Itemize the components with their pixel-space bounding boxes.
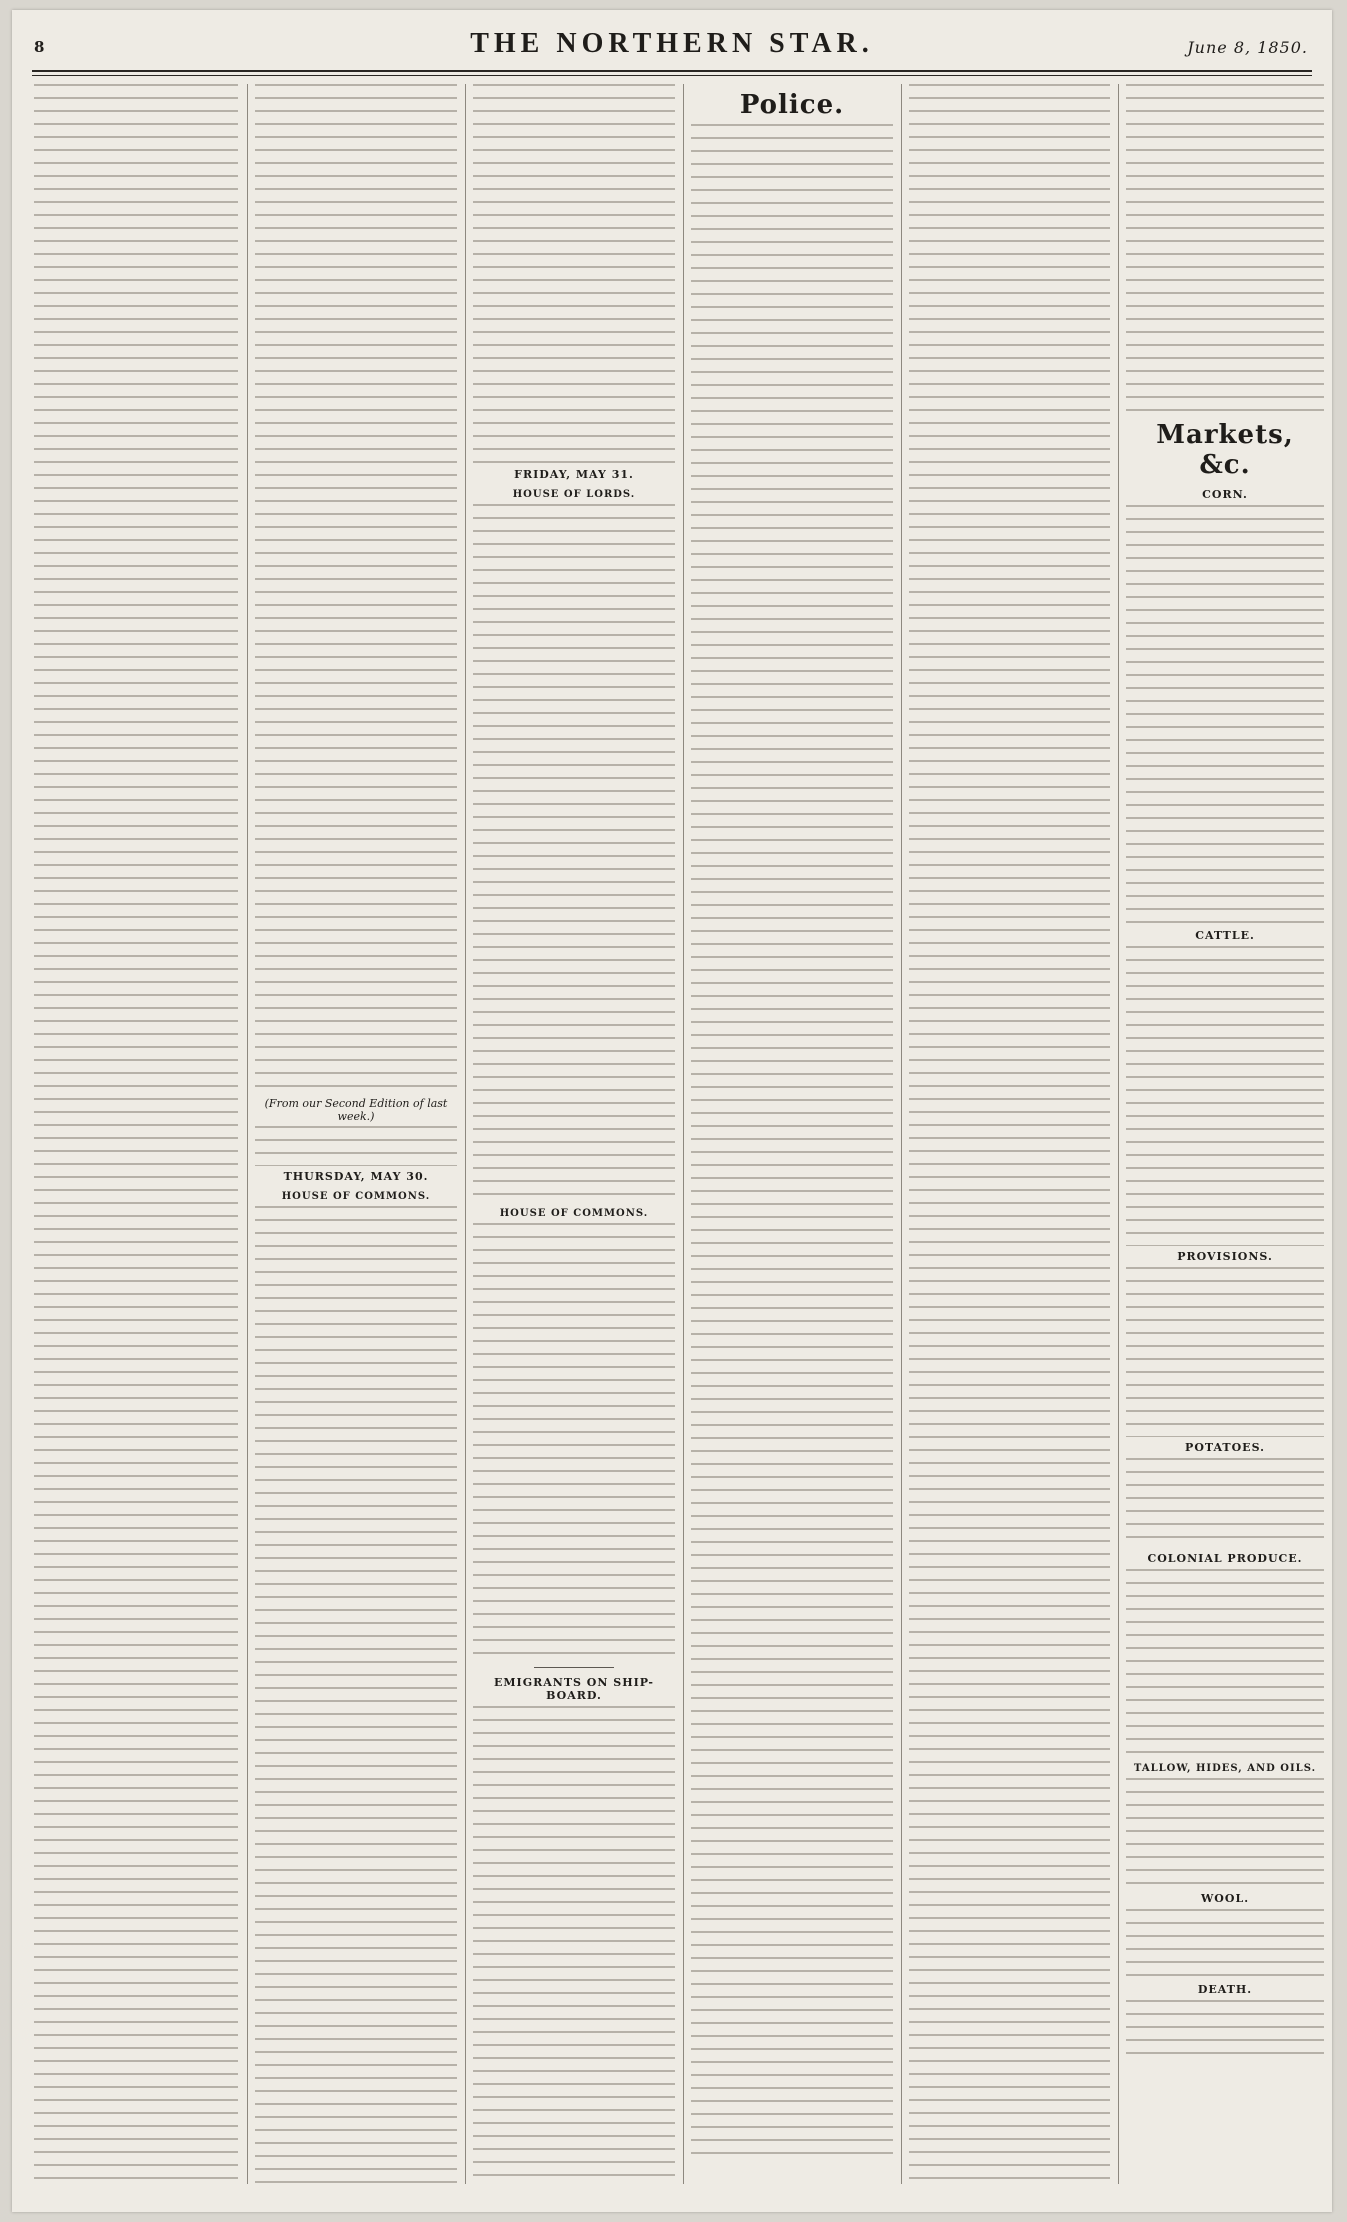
section-subhead: EMIGRANTS ON SHIP-BOARD. [473,1672,675,1706]
column-3 [473,84,675,2184]
body-text-lines [909,84,1110,2184]
masthead-rule [32,70,1312,72]
body-text-lines [34,84,238,2184]
section-heading-markets: Markets, &c. [1126,414,1324,484]
column-6 [1126,84,1324,2184]
column-divider [1118,84,1119,2184]
column-divider [247,84,248,2184]
market-subhead: PROVISIONS. [1126,1246,1324,1267]
market-subhead: CORN. [1126,484,1324,505]
newspaper-page [12,10,1332,2212]
issue-date: June 8, 1850. [1187,38,1308,57]
edition-note: (From our Second Edition of last week.) [255,1094,457,1126]
body-text-lines [473,504,675,1204]
market-subhead: CATTLE. [1126,925,1324,946]
section-subhead: FRIDAY, MAY 31. [473,464,675,485]
body-text-lines [255,1126,457,1166]
body-text-lines [255,1206,457,2184]
column-5 [909,84,1110,2184]
newspaper-title: THE NORTHERN STAR. [470,28,874,59]
body-text-lines [1126,505,1324,925]
column-2 [255,84,457,2184]
body-text-lines [1126,2000,1324,2060]
page-number: 8 [34,38,45,56]
market-subhead: WOOL. [1126,1888,1324,1909]
market-subhead: COLONIAL PRODUCE. [1126,1548,1324,1569]
market-subhead: DEATH. [1126,1979,1324,2000]
body-text-lines [255,84,457,1094]
column-divider [683,84,684,2184]
body-text-lines [1126,1569,1324,1759]
body-text-lines [1126,84,1324,414]
column-4 [691,84,893,2184]
section-subhead: HOUSE OF COMMONS. [255,1187,457,1206]
section-subhead: HOUSE OF COMMONS. [473,1204,675,1223]
market-subhead: POTATOES. [1126,1437,1324,1458]
section-subhead: THURSDAY, MAY 30. [255,1166,457,1187]
section-subhead: HOUSE OF LORDS. [473,485,675,504]
divider [534,1667,615,1668]
section-heading-police: Police. [691,84,893,124]
masthead-rule-thin [32,75,1312,76]
masthead [12,28,1332,66]
column-divider [465,84,466,2184]
body-text-lines [1126,946,1324,1246]
body-text-lines [1126,1909,1324,1979]
column-divider [901,84,902,2184]
body-text-lines [1126,1458,1324,1548]
market-subhead: TALLOW, HIDES, AND OILS. [1126,1759,1324,1778]
body-text-lines [1126,1778,1324,1888]
body-text-lines [691,124,893,2164]
body-text-lines [1126,1267,1324,1437]
column-1 [34,84,238,2184]
body-text-lines [473,84,675,464]
body-text-lines [473,1706,675,2184]
body-text-lines [473,1223,675,1663]
